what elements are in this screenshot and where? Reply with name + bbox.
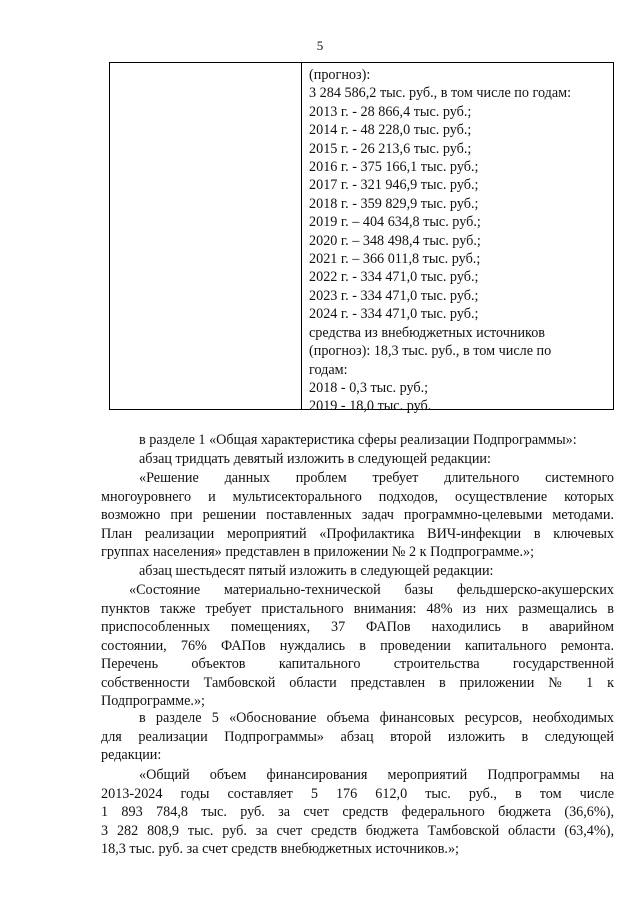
table-line: 2024 г. - 334 471,0 тыс. руб.; [309, 306, 479, 323]
text-line: 3 282 808,9 тыс. руб. за счет средств бюджета Тамбовской области (63,4%), [101, 822, 614, 839]
table-line: 2015 г. - 26 213,6 тыс. руб.; [309, 140, 472, 157]
text-line: собственности Тамбовской области представлен в приложении № 1 к [101, 674, 614, 691]
text-line: состоянии, 76% ФАПов нуждались в проведении капитального ремонта. [101, 637, 614, 654]
text-line: «Общий объем финансирования мероприятий Подпрограммы на [139, 767, 614, 783]
paragraph-instruction-65: абзац шестьдесят пятый изложить в следующей редакции: [139, 563, 494, 579]
table-line: 2017 г. - 321 946,9 тыс. руб.; [309, 177, 479, 194]
text-line: редакции: [101, 747, 162, 763]
table-line: средства из внебюджетных источников [309, 324, 546, 341]
text-line: План реализации мероприятий «Профилактика ВИЧ-инфекции в ключевых [101, 525, 614, 542]
table-line: 2019 г. – 404 634,8 тыс. руб.; [309, 214, 481, 231]
text-line: в разделе 5 «Обоснование объема финансовых ресурсов, необходимых [139, 710, 614, 726]
text-line: 1 893 784,8 тыс. руб. за счет средств федерального бюджета (36,6%), [101, 804, 614, 820]
text-line: Подпрограмме.»; [101, 693, 205, 709]
text-line: 2013-2024 годы составляет 5 176 612,0 тыс. руб., в том числе [101, 785, 614, 802]
table-line: 2022 г. - 334 471,0 тыс. руб.; [309, 269, 479, 286]
text-line: возможно при решении поставленных задач программно-целевыми методами. [101, 507, 614, 523]
table-line: 2018 г. - 359 829,9 тыс. руб.; [309, 195, 479, 212]
table-line: 2020 г. – 348 498,4 тыс. руб.; [309, 232, 481, 249]
table-line: (прогноз): 18,3 тыс. руб., в том числе по [309, 343, 552, 360]
table-column-divider [301, 63, 302, 409]
text-line: для реализации Подпрограммы» абзац второй изложить в следующей [101, 728, 614, 745]
table-line: 2023 г. - 334 471,0 тыс. руб.; [309, 287, 479, 304]
table-line: 2018 - 0,3 тыс. руб.; [309, 379, 429, 396]
table-line: годам: [309, 361, 348, 378]
table-line: (прогноз): [309, 67, 371, 83]
text-line: многоуровнего и мультисекторального подходов, осуществление которых [101, 488, 614, 505]
table-line: 2013 г. - 28 866,4 тыс. руб.; [309, 103, 472, 120]
paragraph-section-5 [101, 709, 614, 765]
paragraph-quote-total [101, 766, 614, 859]
text-line: пунктов также требует пристального внимания: 48% из них размещались в [101, 600, 614, 617]
paragraph-instruction-39: абзац тридцать девятый изложить в следующей редакции: [139, 451, 491, 467]
table-right-cell [309, 66, 571, 416]
text-line: Перечень объектов капитального строительства государственной [101, 656, 614, 672]
text-line: группах населения» представлен в приложении № 2 к Подпрограмме.»; [101, 544, 535, 560]
text-line: приспособленных помещениях, 37 ФАПов находились в аварийном [101, 619, 614, 635]
table-line: 2016 г. - 375 166,1 тыс. руб.; [309, 159, 479, 176]
table-line: 2019 - 18,0 тыс. руб. [309, 398, 432, 415]
financing-table [109, 62, 614, 415]
paragraph-quote-fap [101, 581, 614, 711]
table-line: 3 284 586,2 тыс. руб., в том числе по годам: [309, 85, 572, 102]
table-line: 2021 г. – 366 011,8 тыс. руб.; [309, 251, 481, 268]
text-line: «Состояние материально-технической базы фельдшерско-акушерских [129, 582, 614, 598]
page-number: 5 [316, 38, 324, 53]
text-line: 18,3 тыс. руб. за счет средств внебюджетных источников.»; [101, 841, 460, 857]
paragraph-section-1: в разделе 1 «Общая характеристика сферы реализации Подпрограммы»: [139, 432, 577, 448]
paragraph-quote-hiv [101, 469, 614, 562]
text-line: «Решение данных проблем требует длительного системного [139, 470, 614, 486]
table-line: 2014 г. - 48 228,0 тыс. руб.; [309, 122, 472, 139]
